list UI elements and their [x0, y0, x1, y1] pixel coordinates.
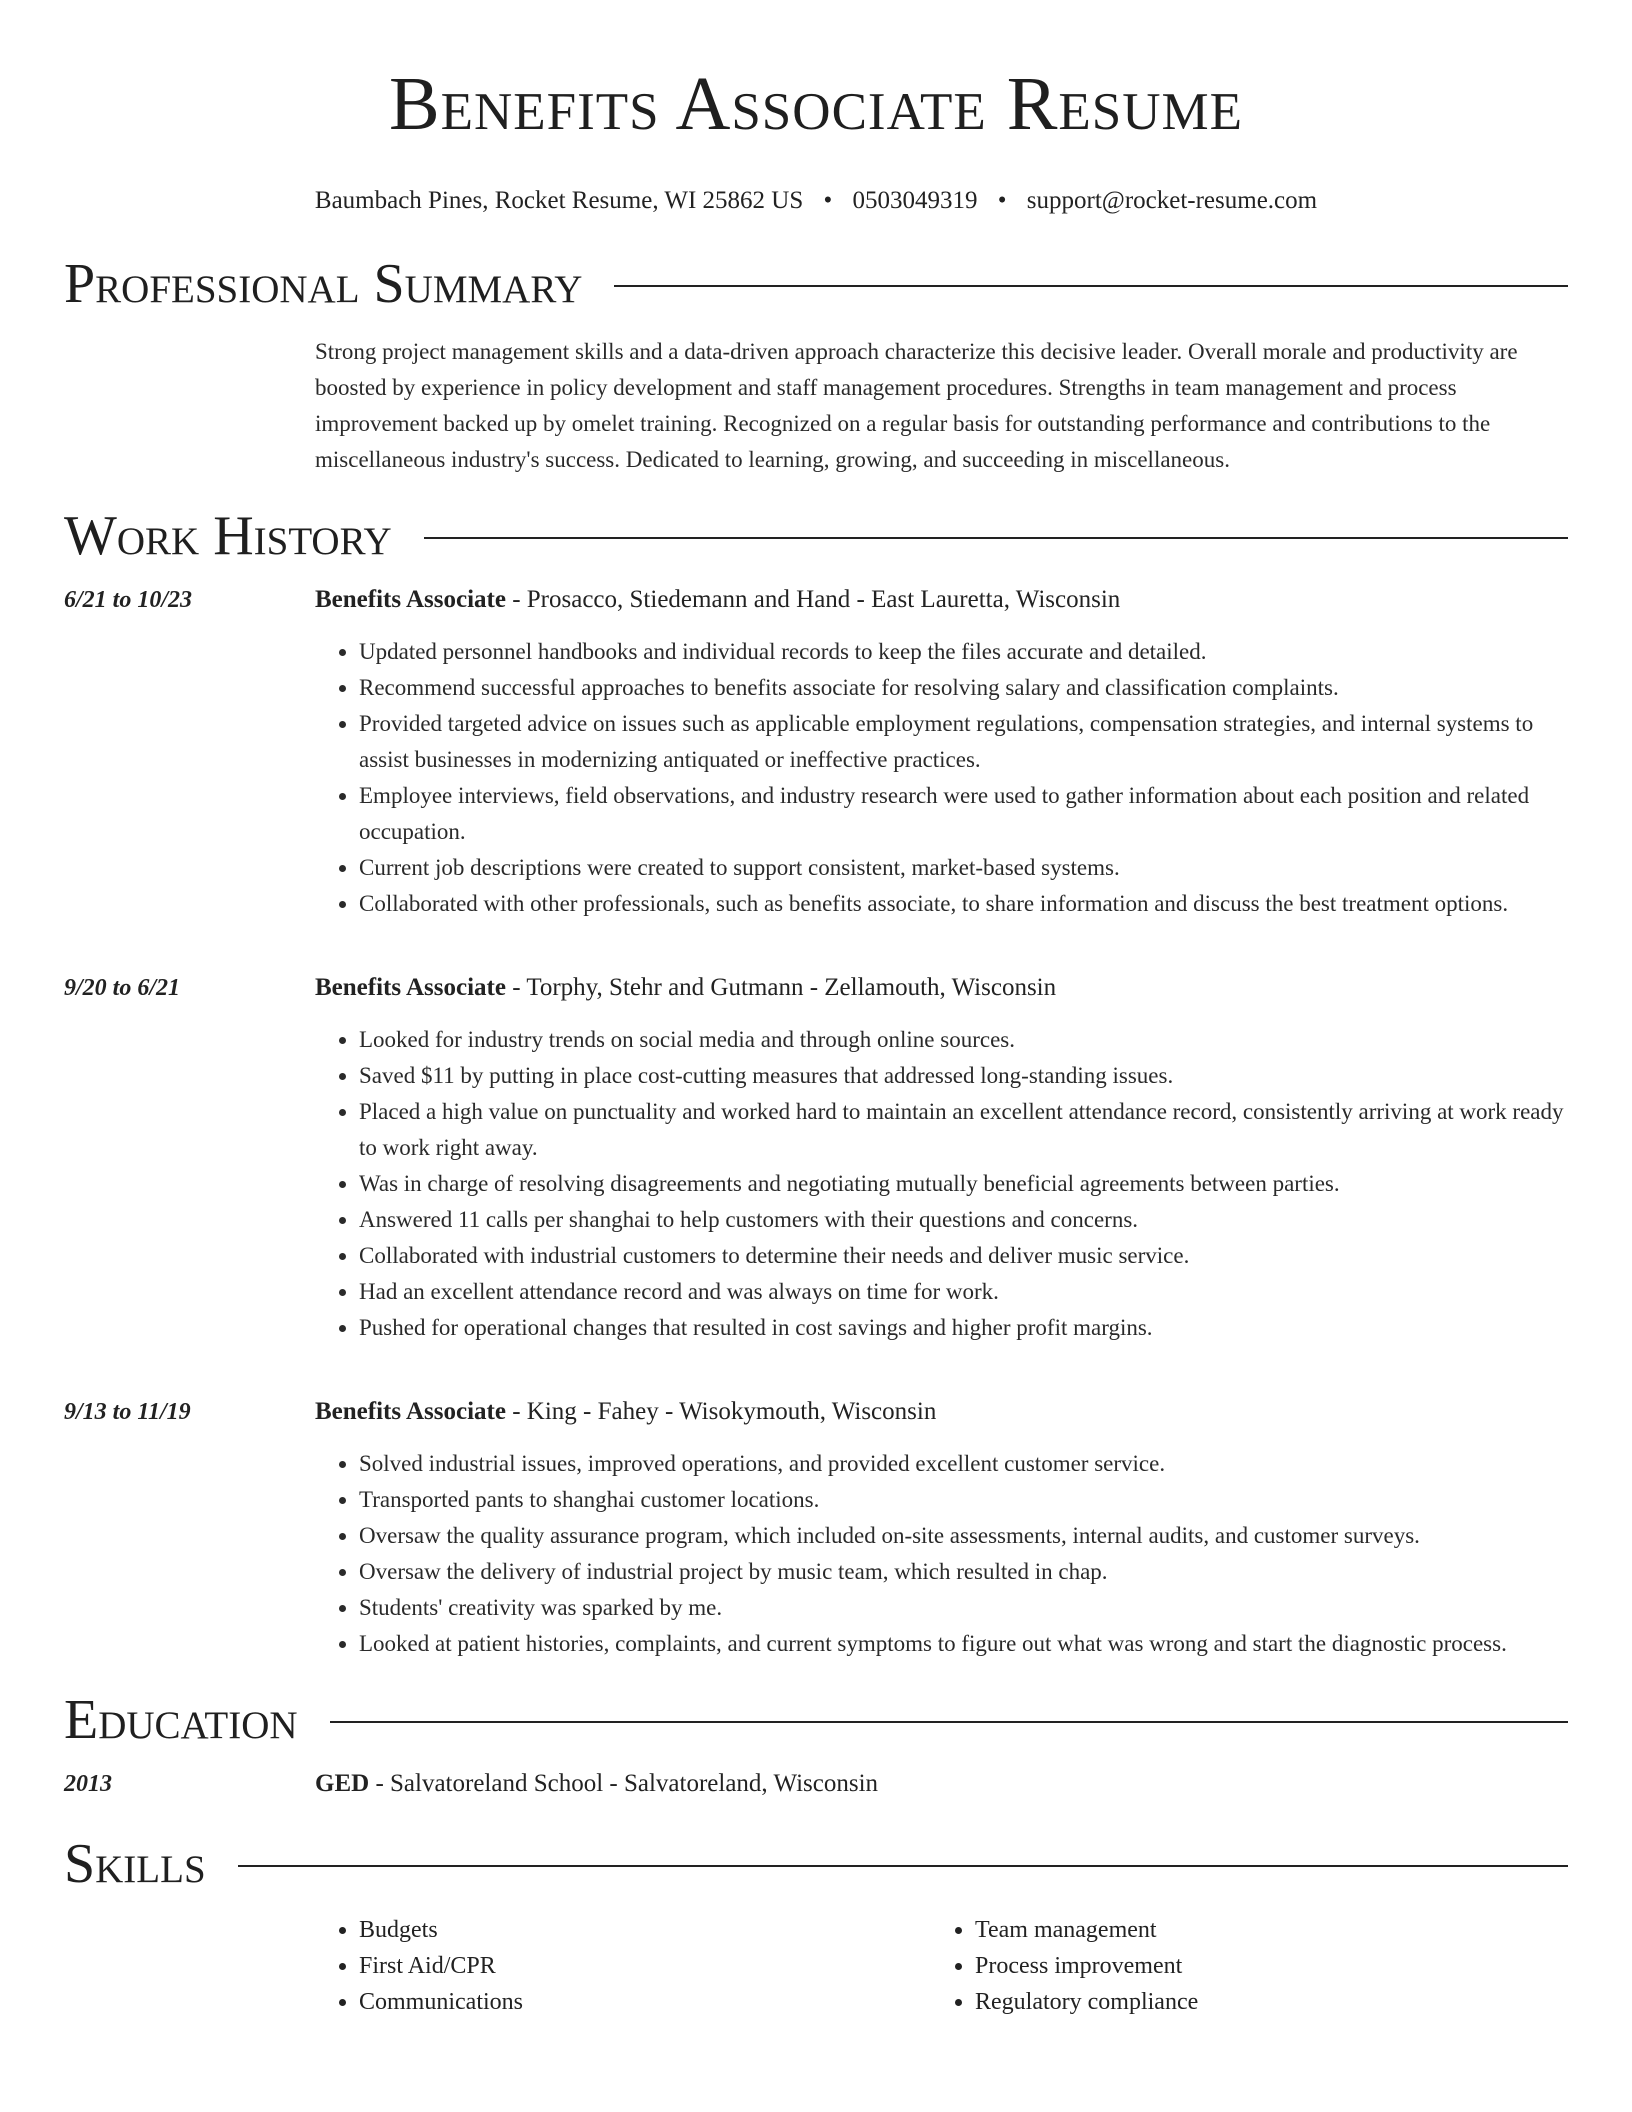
skills-section-header [64, 1832, 1568, 1896]
skill-item: • Communications [359, 1984, 931, 2020]
skill-item: • Budgets [359, 1912, 931, 1948]
job-bullet: • Students' creativity was sparked by me. [359, 1590, 1568, 1626]
job-bullet: • Transported pants to shanghai customer locations. [359, 1482, 1568, 1518]
education-heading [315, 1766, 1568, 1802]
contact-phone: 0503049319 [852, 187, 978, 214]
job-bullet: • Answered 11 calls per shanghai to help customers with their questions and concerns. [359, 1202, 1568, 1238]
skills-column-left [315, 1912, 931, 2020]
job-entry [64, 1394, 1568, 1662]
job-bullets [315, 1446, 1568, 1662]
job-entry [64, 970, 1568, 1346]
job-heading [315, 1394, 1568, 1430]
job-bullet: • Provided targeted advice on issues such as applicable employment regulations, compensation strategies, and internal systems to assist businesses in modernizing antiquated or ineffective practices. [359, 706, 1568, 778]
job-bullet: • Oversaw the delivery of industrial project by music team, which resulted in chap. [359, 1554, 1568, 1590]
resume-page [64, 0, 1568, 2020]
skill-item: • Process improvement [975, 1948, 1547, 1984]
education-year: 2013 [64, 1771, 112, 1797]
skill-item: • First Aid/CPR [359, 1948, 931, 1984]
job-bullet: • Recommend successful approaches to benefits associate for resolving salary and classification complaints. [359, 670, 1568, 706]
contact-address: Baumbach Pines, Rocket Resume, WI 25862 US [314, 187, 804, 214]
skills-section-title: Skills [64, 1833, 206, 1895]
contact-separator: • [997, 187, 1007, 214]
job-heading [315, 582, 1568, 618]
contact-separator: • [823, 187, 833, 214]
section-divider [330, 1721, 1568, 1723]
education-section-header [64, 1688, 1568, 1752]
job-role: Benefits Associate [315, 974, 506, 1001]
job-bullets [315, 1022, 1568, 1346]
job-bullet: • Saved $11 by putting in place cost-cutting measures that addressed long-standing issues. [359, 1058, 1568, 1094]
contact-email: support@rocket-resume.com [1026, 187, 1318, 214]
job-heading [315, 970, 1568, 1006]
job-bullet: • Pushed for operational changes that resulted in cost savings and higher profit margins. [359, 1310, 1568, 1346]
job-bullet: • Was in charge of resolving disagreements and negotiating mutually beneficial agreements between parties. [359, 1166, 1568, 1202]
job-bullet: • Looked at patient histories, complaints, and current symptoms to figure out what was wrong and start the diagnostic process. [359, 1626, 1568, 1662]
job-details: - Prosacco, Stiedemann and Hand - East Lauretta, Wisconsin [505, 586, 1121, 613]
summary-section-header [64, 252, 1568, 316]
job-bullet: • Had an excellent attendance record and was always on time for work. [359, 1274, 1568, 1310]
resume-title: Benefits Associate Resume [388, 62, 1244, 146]
job-bullet: • Collaborated with other professionals, such as benefits associate, to share information and discuss the best treatment options. [359, 886, 1568, 922]
work-history-list [64, 582, 1568, 1662]
summary-text: Strong project management skills and a data-driven approach characterize this decisive leader. Overall morale and productivity are boosted by experience in policy development and staff management procedures. Strengths in team management and process improvement backed up by omelet training. Recognized on a regular basis for outstanding performance and contributions to the miscellaneous industry's success. Dedicated to learning, growing, and succeeding in miscellaneous. [315, 339, 1518, 472]
job-role: Benefits Associate [315, 586, 506, 613]
skills-column-right [931, 1912, 1547, 2020]
work-section-header [64, 504, 1568, 568]
job-entry [64, 582, 1568, 922]
section-divider [238, 1865, 1568, 1867]
job-bullet: • Placed a high value on punctuality and worked hard to maintain an excellent attendance record, consistently arriving at work ready to work right away. [359, 1094, 1568, 1166]
job-role: Benefits Associate [315, 1398, 506, 1425]
education-details: - Salvatoreland School - Salvatoreland, Wisconsin [369, 1770, 879, 1797]
contact-line [64, 184, 1568, 218]
job-bullet: • Employee interviews, field observations, and industry research were used to gather information about each position and related occupation. [359, 778, 1568, 850]
job-bullet: • Oversaw the quality assurance program, which included on-site assessments, internal audits, and customer surveys. [359, 1518, 1568, 1554]
job-bullets [315, 634, 1568, 922]
job-dates: 9/20 to 6/21 [64, 975, 181, 1001]
skill-item: • Team management [975, 1912, 1547, 1948]
job-bullet: • Solved industrial issues, improved operations, and provided excellent customer service. [359, 1446, 1568, 1482]
education-entry [64, 1766, 1568, 1802]
work-section-title: Work History [64, 505, 392, 567]
education-section-title: Education [64, 1689, 298, 1751]
section-divider [614, 285, 1568, 287]
skill-item: • Regulatory compliance [975, 1984, 1547, 2020]
job-bullet: • Looked for industry trends on social media and through online sources. [359, 1022, 1568, 1058]
summary-section-title: Professional Summary [64, 253, 583, 315]
education-degree: GED [315, 1770, 370, 1797]
section-divider [424, 537, 1568, 539]
job-bullet: • Current job descriptions were created to support consistent, market-based systems. [359, 850, 1568, 886]
job-dates: 9/13 to 11/19 [64, 1399, 191, 1425]
skills-grid [315, 1912, 1568, 2020]
job-dates: 6/21 to 10/23 [64, 587, 193, 613]
job-bullet: • Updated personnel handbooks and individual records to keep the files accurate and detailed. [359, 634, 1568, 670]
job-details: - Torphy, Stehr and Gutmann - Zellamouth, Wisconsin [505, 974, 1057, 1001]
job-bullet: • Collaborated with industrial customers to determine their needs and deliver music service. [359, 1238, 1568, 1274]
job-details: - King - Fahey - Wisokymouth, Wisconsin [505, 1398, 937, 1425]
